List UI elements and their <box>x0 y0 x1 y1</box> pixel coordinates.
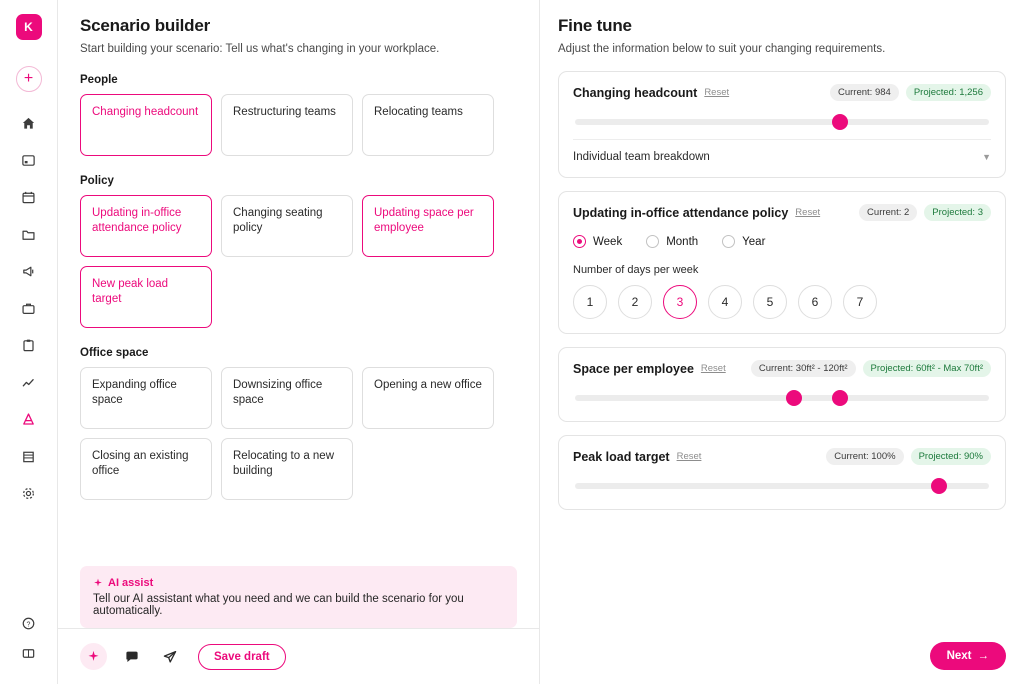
chip-group <box>859 204 991 221</box>
next-button-label: Next <box>946 650 972 662</box>
chat-icon-button[interactable] <box>118 643 145 670</box>
scenario-builder-body <box>58 0 539 566</box>
ai-assist-banner[interactable] <box>80 566 517 628</box>
reset-link[interactable]: Reset <box>700 363 726 374</box>
fine-tune-panel <box>540 0 1024 684</box>
clipboard-icon[interactable] <box>16 332 42 358</box>
megaphone-icon[interactable] <box>16 258 42 284</box>
card-group-people <box>80 94 517 156</box>
card-opening-a-new-office[interactable]: Opening a new office <box>362 367 494 429</box>
team-breakdown-select[interactable] <box>573 139 991 163</box>
card-changing-headcount[interactable]: Changing headcount <box>80 94 212 156</box>
card-restructuring-teams[interactable]: Restructuring teams <box>221 94 353 156</box>
current-chip: Current: 2 <box>859 204 917 221</box>
group-label-policy: Policy <box>80 175 114 187</box>
nav-rail <box>0 0 58 684</box>
chevron-down-icon: ▼ <box>982 152 991 162</box>
card-closing-an-existing-office[interactable]: Closing an existing office <box>80 438 212 500</box>
slider-track <box>575 483 989 489</box>
ai-assist-text: Tell our AI assistant what you need and we can build the scenario for you automatically. <box>93 593 464 617</box>
panel-changing-headcount <box>558 71 1006 178</box>
panel-title: Updating in-office attendance policy <box>573 205 789 220</box>
panel-title: Space per employee <box>573 361 694 376</box>
scenario-builder-panel <box>58 0 540 684</box>
fine-tune-subtitle: Adjust the information below to suit your changing requirements. <box>558 43 886 55</box>
chip-group <box>826 448 991 465</box>
scenario-icon[interactable] <box>16 406 42 432</box>
panel-attendance-policy <box>558 191 1006 334</box>
card-group-office-space <box>80 367 517 500</box>
scenario-builder-footer <box>58 628 539 684</box>
slider-track <box>575 395 989 401</box>
chip-group <box>751 360 991 377</box>
day-option-4[interactable]: 4 <box>708 285 742 319</box>
radio-label: Week <box>593 235 623 248</box>
card-new-peak-load-target[interactable]: New peak load target <box>80 266 212 328</box>
briefcase-icon[interactable] <box>16 295 42 321</box>
book-icon[interactable] <box>16 647 42 673</box>
slider-knob[interactable] <box>832 114 848 130</box>
current-chip: Current: 30ft² - 120ft² <box>751 360 856 377</box>
arrow-right-icon: → <box>977 650 989 662</box>
folder-icon[interactable] <box>16 221 42 247</box>
home-icon[interactable] <box>16 110 42 136</box>
card-updating-space-per-employee[interactable]: Updating space per employee <box>362 195 494 257</box>
calendar-icon[interactable] <box>16 184 42 210</box>
day-option-6[interactable]: 6 <box>798 285 832 319</box>
radio-dot <box>722 235 735 248</box>
reset-link[interactable]: Reset <box>704 87 730 98</box>
card-updating-in-office-attendance-policy[interactable]: Updating in-office attendance policy <box>80 195 212 257</box>
radio-dot <box>573 235 586 248</box>
day-option-5[interactable]: 5 <box>753 285 787 319</box>
panel-header <box>573 360 991 377</box>
add-button[interactable]: + <box>16 66 42 92</box>
projected-chip: Projected: 60ft² - Max 70ft² <box>863 360 991 377</box>
slider-knob-high[interactable] <box>832 390 848 406</box>
fine-tune-body <box>540 0 1024 628</box>
panel-title: Peak load target <box>573 449 670 464</box>
panel-header <box>573 204 991 221</box>
panel-space-per-employee <box>558 347 1006 422</box>
card-downsizing-office-space[interactable]: Downsizing office space <box>221 367 353 429</box>
radio-week[interactable] <box>573 235 622 248</box>
help-icon[interactable] <box>16 610 42 636</box>
radio-label: Year <box>742 235 766 248</box>
card-expanding-office-space[interactable]: Expanding office space <box>80 367 212 429</box>
building-icon[interactable] <box>16 443 42 469</box>
group-label-people: People <box>80 74 118 86</box>
current-chip: Current: 984 <box>830 84 899 101</box>
dashboard-icon[interactable] <box>16 147 42 173</box>
panel-header <box>573 448 991 465</box>
radio-year[interactable] <box>722 235 765 248</box>
slider-knob-low[interactable] <box>786 390 802 406</box>
fine-tune-footer <box>540 628 1024 684</box>
card-relocating-teams[interactable]: Relocating teams <box>362 94 494 156</box>
projected-chip: Projected: 90% <box>911 448 991 465</box>
svg-text:?: ? <box>26 620 31 628</box>
period-radio-group <box>573 235 991 248</box>
day-option-1[interactable]: 1 <box>573 285 607 319</box>
reset-link[interactable]: Reset <box>795 207 821 218</box>
sparkle-icon <box>93 578 103 588</box>
projected-chip: Projected: 3 <box>924 204 991 221</box>
fine-tune-title: Fine tune <box>558 16 632 35</box>
panel-title: Changing headcount <box>573 85 698 100</box>
panel-peak-load-target <box>558 435 1006 510</box>
sparkle-icon-button[interactable] <box>80 643 107 670</box>
space-range-slider[interactable] <box>575 395 989 401</box>
group-label-office-space: Office space <box>80 347 149 359</box>
days-per-week-label: Number of days per week <box>573 264 699 276</box>
send-icon-button[interactable] <box>156 643 183 670</box>
next-button[interactable] <box>930 642 1006 670</box>
slider-track <box>575 119 989 125</box>
day-option-7[interactable]: 7 <box>843 285 877 319</box>
app-logo[interactable]: K <box>16 14 42 40</box>
day-option-2[interactable]: 2 <box>618 285 652 319</box>
projected-chip: Projected: 1,256 <box>906 84 991 101</box>
page-subtitle: Start building your scenario: Tell us what's changing in your workplace. <box>80 43 440 55</box>
panel-header <box>573 84 991 101</box>
current-chip: Current: 100% <box>826 448 903 465</box>
save-draft-button[interactable]: Save draft <box>198 644 286 670</box>
card-relocating-to-a-new-building[interactable]: Relocating to a new building <box>221 438 353 500</box>
headcount-slider[interactable] <box>575 119 989 125</box>
peak-load-slider[interactable] <box>575 483 989 489</box>
slider-knob[interactable] <box>931 478 947 494</box>
ai-assist-title: AI assist <box>108 577 154 589</box>
radio-month[interactable] <box>646 235 698 248</box>
analytics-icon[interactable] <box>16 369 42 395</box>
reset-link[interactable]: Reset <box>676 451 702 462</box>
team-breakdown-value: Individual team breakdown <box>573 151 710 163</box>
day-option-3[interactable]: 3 <box>663 285 697 319</box>
radio-dot <box>646 235 659 248</box>
page-title: Scenario builder <box>80 16 211 35</box>
radio-label: Month <box>666 235 699 248</box>
settings-icon[interactable] <box>16 480 42 506</box>
chip-group <box>830 84 991 101</box>
card-group-policy <box>80 195 517 328</box>
card-changing-seating-policy[interactable]: Changing seating policy <box>221 195 353 257</box>
ai-assist-title-row <box>93 577 504 589</box>
days-per-week-options <box>573 285 991 319</box>
